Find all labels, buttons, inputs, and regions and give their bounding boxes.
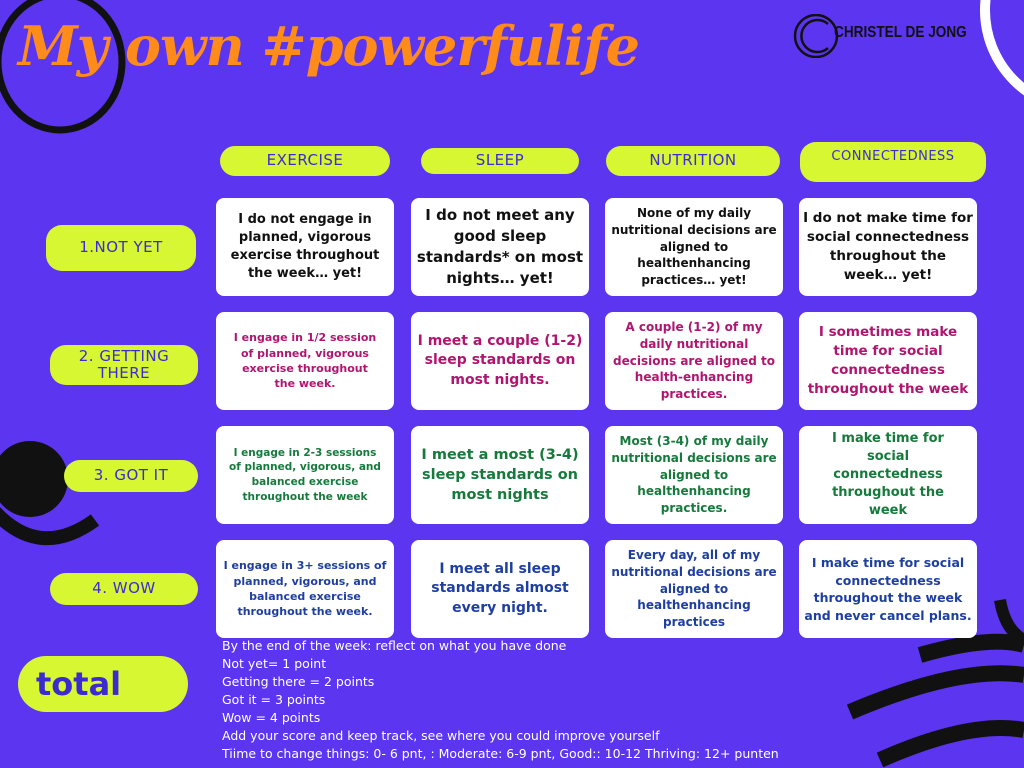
bottom-right-arc-2 — [850, 673, 1024, 712]
cell-sleep-got-it: I meet a most (3-4) sleep standards on most nights — [411, 426, 589, 524]
cell-exercise-not-yet: I do not engage in planned, vigorous exercise throughout the week… yet! — [216, 198, 394, 296]
note-line: Wow = 4 points — [222, 710, 321, 725]
row-header-got-it: 3. GOT IT — [64, 460, 198, 492]
page-title: My own #powerfulife — [18, 14, 639, 78]
column-header-exercise: EXERCISE — [220, 146, 390, 176]
cell-nutrition-getting-there: A couple (1-2) of my daily nutritional decisions are aligned to health-enhancing practices. — [605, 312, 783, 410]
bottom-right-arc-3 — [880, 728, 1024, 760]
note-line: By the end of the week: reflect on what you have done — [222, 638, 567, 653]
cell-connectedness-getting-there: I sometimes make time for social connectedness throughout the week — [799, 312, 977, 410]
column-header-nutrition: NUTRITION — [606, 146, 780, 176]
cell-connectedness-not-yet: I do not make time for social connectedness throughout the week… yet! — [799, 198, 977, 296]
note-line: Got it = 3 points — [222, 692, 326, 707]
row-header-wow: 4. WOW — [50, 573, 198, 605]
bottom-right-arc-1 — [920, 642, 1024, 655]
cell-connectedness-got-it: I make time for social connectedness throughout the week — [799, 426, 977, 524]
row-header-not-yet: 1.NOT YET — [46, 225, 196, 271]
left-black-arc — [0, 512, 95, 538]
cell-nutrition-got-it: Most (3-4) of my daily nutritional decisions are aligned to healthenhancing practices. — [605, 426, 783, 524]
cell-nutrition-wow: Every day, all of my nutritional decisions are aligned to healthenhancing practices — [605, 540, 783, 638]
cell-nutrition-not-yet: None of my daily nutritional decisions are aligned to healthenhancing practices… yet! — [605, 198, 783, 296]
cell-exercise-wow: I engage in 3+ sessions of planned, vigorous, and balanced exercise throughout the week. — [216, 540, 394, 638]
cell-sleep-not-yet: I do not meet any good sleep standards* on most nights… yet! — [411, 198, 589, 296]
scoring-notes — [222, 637, 779, 763]
brand-name: CHRISTEL DE JONG — [834, 24, 967, 41]
cell-connectedness-wow: I make time for social connectedness throughout the week and never cancel plans. — [799, 540, 977, 638]
cell-sleep-wow: I meet all sleep standards almost every night. — [411, 540, 589, 638]
total-pill: total — [18, 656, 188, 712]
left-black-dot — [0, 441, 68, 517]
cell-sleep-getting-there: I meet a couple (1-2) sleep standards on most nights. — [411, 312, 589, 410]
row-header-getting-there: 2. GETTING THERE — [50, 345, 198, 385]
note-line: Tiime to change things: 0- 6 pnt, : Moderate: 6-9 pnt, Good:: 10-12 Thriving: 12+ punten — [222, 746, 779, 761]
cell-exercise-getting-there: I engage in 1/2 session of planned, vigorous exercise throughout the week. — [216, 312, 394, 410]
note-line: Getting there = 2 points — [222, 674, 375, 689]
note-line: Not yet= 1 point — [222, 656, 327, 671]
column-header-sleep: SLEEP — [421, 148, 579, 174]
cell-exercise-got-it: I engage in 2-3 sessions of planned, vigorous, and balanced exercise throughout the week — [216, 426, 394, 524]
column-header-connectedness: CONNECTEDNESS — [800, 142, 986, 182]
note-line: Add your score and keep track, see where you could improve yourself — [222, 728, 660, 743]
